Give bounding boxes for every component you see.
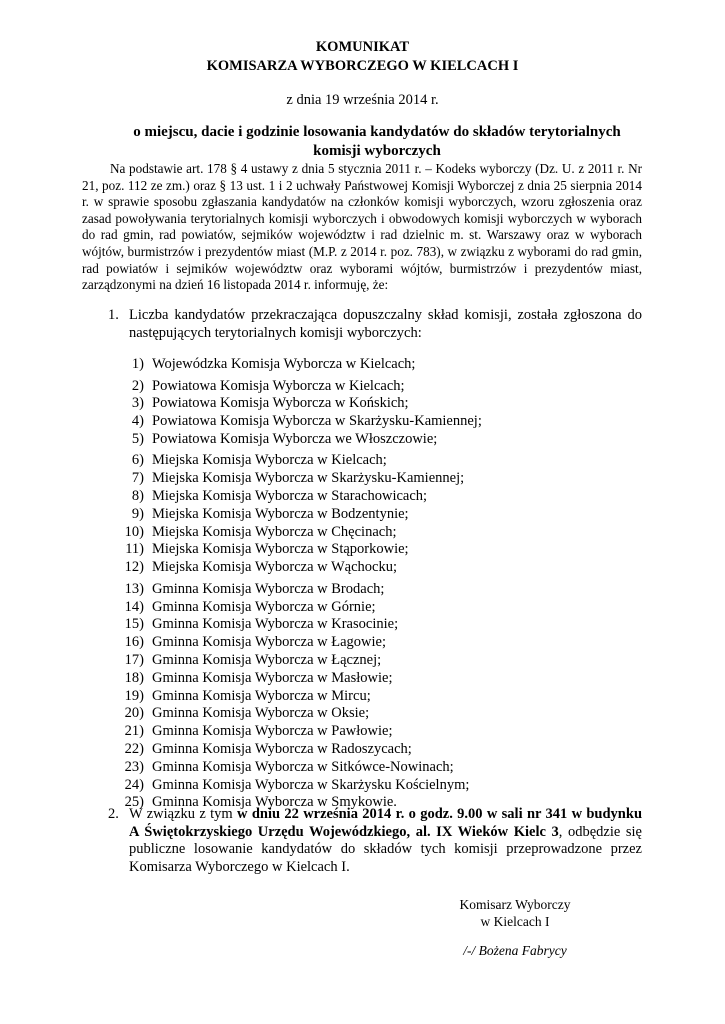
commission-number: 13) xyxy=(124,580,144,597)
commission-name: Miejska Komisja Wyborcza w Starachowicach; xyxy=(152,488,428,504)
commission-name: Miejska Komisja Wyborcza w Stąporkowie; xyxy=(152,541,409,558)
point-2-text-bold: w dniu 22 września 2014 r. o godz. 9.00 w sali nr 341 w budynku A Świętokrzyskiego Urzędu Wojewódzkiego, al. IX Wieków Kielc 3 xyxy=(129,806,643,840)
commission-name: Powiatowa Komisja Wyborcza w Skarżysku-Kamiennej; xyxy=(152,413,482,430)
commission-list-item xyxy=(108,451,387,469)
commission-list-item xyxy=(108,776,469,794)
point-2-text xyxy=(129,806,642,876)
signature-name: /-/ Bożena Fabrycy xyxy=(463,943,567,958)
commission-name: Gminna Komisja Wyborcza w Smykowie. xyxy=(152,794,397,811)
commission-list-item xyxy=(108,394,409,412)
commission-name: Gminna Komisja Wyborcza w Brodach; xyxy=(152,580,385,597)
announcement-issuer: KOMISARZA WYBORCZEGO W KIELCACH I xyxy=(206,58,519,74)
commission-name: Miejska Komisja Wyborcza w Bodzentynie; xyxy=(152,505,409,522)
commission-name: Powiatowa Komisja Wyborcza we Włoszczowie; xyxy=(152,430,438,447)
commission-number: 9) xyxy=(131,505,144,522)
intro-paragraph: Na podstawie art. 178 § 4 ustawy z dnia 5 stycznia 2011 r. – Kodeks wyborczy (Dz. U. z 2011 r. Nr 21, poz. 112 ze zm.) oraz § 13 ust. 1 i 2 uchwały Państwowej Komisji Wyborczej z dnia 25 sierpnia 2014 r. w sprawie sposobu zgłaszania kandydatów na członków komisji wyborczych, wzoru zgłoszenia oraz zasad powoływania terytorialnych komisji wyborczych i obwodowych komisji wyborczych w wyborach do rad gmin, rad powiatów, sejmików województw i rad dzielnic m. st. Warszawy oraz w wyborach wójtów, burmistrzów i prezydentów miast (M.P. z 2014 r. poz. 783), w związku z wyborami do rad gmin, rad powiatów i sejmików województw oraz wyborami wójtów, burmistrzów i prezydentów miast, zarządzonymi na dzień 16 listopada 2014 r. informuję, że: xyxy=(82,161,642,293)
commission-number: 1) xyxy=(131,356,144,372)
commission-number: 12) xyxy=(124,559,144,576)
commission-list-item xyxy=(108,651,381,669)
commission-list-item xyxy=(108,487,427,505)
announcement-date: z dnia 19 września 2014 r. xyxy=(286,92,439,108)
commission-number: 7) xyxy=(131,470,144,487)
point-2-text-a: W związku z tym xyxy=(129,806,238,822)
commission-name: Gminna Komisja Wyborcza w Łagowie; xyxy=(152,634,387,651)
commission-list-item xyxy=(108,758,454,776)
point-1 xyxy=(108,307,642,342)
commission-list-item xyxy=(108,469,464,487)
commission-number: 10) xyxy=(124,523,144,540)
commission-list-item xyxy=(108,558,397,576)
commission-name: Gminna Komisja Wyborcza w Górnie; xyxy=(152,598,376,615)
commission-name: Gminna Komisja Wyborcza w Łącznej; xyxy=(152,651,382,668)
commission-list-item xyxy=(108,523,396,541)
commission-number: 24) xyxy=(124,776,144,793)
commission-name: Gminna Komisja Wyborcza w Radoszycach; xyxy=(152,740,412,757)
commission-number: 17) xyxy=(124,651,144,668)
commission-number: 8) xyxy=(131,488,144,504)
commission-number: 16) xyxy=(124,634,144,651)
commission-name: Miejska Komisja Wyborcza w Kielcach; xyxy=(152,452,387,469)
commission-list-item xyxy=(108,687,371,705)
commission-name: Gminna Komisja Wyborcza w Pawłowie; xyxy=(152,723,393,740)
commission-list-item xyxy=(108,377,405,395)
announcement-title: KOMUNIKAT xyxy=(315,39,410,55)
commission-number: 3) xyxy=(131,395,144,412)
commission-number: 15) xyxy=(124,616,144,633)
point-2-text-b: , odbędzie się publiczne losowanie kandydatów do składów tych komisji przeprowadzone przez Komisarza Wyborczego w Kielcach I. xyxy=(129,823,642,875)
commission-list-item xyxy=(108,704,369,722)
commission-name: Gminna Komisja Wyborcza w Masłowie; xyxy=(152,669,393,686)
commission-list-item xyxy=(108,355,415,373)
commission-number: 4) xyxy=(131,413,144,430)
signature-line1: Komisarz Wyborczy xyxy=(459,897,571,912)
commission-name: Miejska Komisja Wyborcza w Skarżysku-Kamiennej; xyxy=(152,470,465,487)
commission-name: Wojewódzka Komisja Wyborcza w Kielcach; xyxy=(152,356,416,372)
commission-number: 11) xyxy=(125,541,144,558)
commission-list-item xyxy=(108,540,409,558)
commission-list-item xyxy=(108,580,384,598)
commission-list-item xyxy=(108,669,392,687)
commission-number: 2) xyxy=(131,377,144,394)
commission-number: 21) xyxy=(124,723,144,740)
point-1-text: Liczba kandydatów przekraczająca dopuszczalny skład komisji, została zgłoszona do następujących terytorialnych komisji wyborczych: xyxy=(129,307,642,341)
signature-line2: w Kielcach I xyxy=(480,914,550,929)
commission-list-item xyxy=(108,430,437,448)
commission-list-item xyxy=(108,633,386,651)
commission-number: 18) xyxy=(124,669,144,686)
commission-number: 14) xyxy=(124,598,144,615)
commission-list-item xyxy=(108,412,482,430)
commission-name: Miejska Komisja Wyborcza w Chęcinach; xyxy=(152,523,397,540)
point-2-number: 2. xyxy=(108,806,119,822)
commission-name: Gminna Komisja Wyborcza w Skarżysku Kościelnym; xyxy=(152,776,470,793)
announcement-subject: o miejscu, dacie i godzinie losowania kandydatów do składów terytorialnych komisji wyborczych xyxy=(133,124,621,159)
commission-name: Gminna Komisja Wyborcza w Sitkówce-Nowinach; xyxy=(152,758,454,775)
commission-number: 20) xyxy=(124,705,144,722)
point-2 xyxy=(108,806,642,876)
commission-name: Gminna Komisja Wyborcza w Oksie; xyxy=(152,705,370,722)
signature-title xyxy=(420,896,610,930)
commission-name: Gminna Komisja Wyborcza w Mircu; xyxy=(152,687,371,704)
commission-list-item xyxy=(108,615,398,633)
commission-list-item xyxy=(108,598,376,616)
point-1-number: 1. xyxy=(108,307,119,323)
commission-number: 22) xyxy=(124,740,144,757)
commission-name: Miejska Komisja Wyborcza w Wąchocku; xyxy=(152,559,398,576)
commission-number: 25) xyxy=(124,794,144,811)
commission-list-item xyxy=(108,505,409,523)
commission-name: Gminna Komisja Wyborcza w Krasocinie; xyxy=(152,616,399,633)
commission-number: 19) xyxy=(124,687,144,704)
commission-number: 23) xyxy=(124,758,144,775)
commission-name: Powiatowa Komisja Wyborcza w Kielcach; xyxy=(152,377,405,394)
commission-number: 6) xyxy=(131,452,144,469)
commission-list-item xyxy=(108,722,392,740)
commission-name: Powiatowa Komisja Wyborcza w Końskich; xyxy=(152,395,409,412)
commission-list-item xyxy=(108,740,412,758)
commission-number: 5) xyxy=(131,430,144,447)
